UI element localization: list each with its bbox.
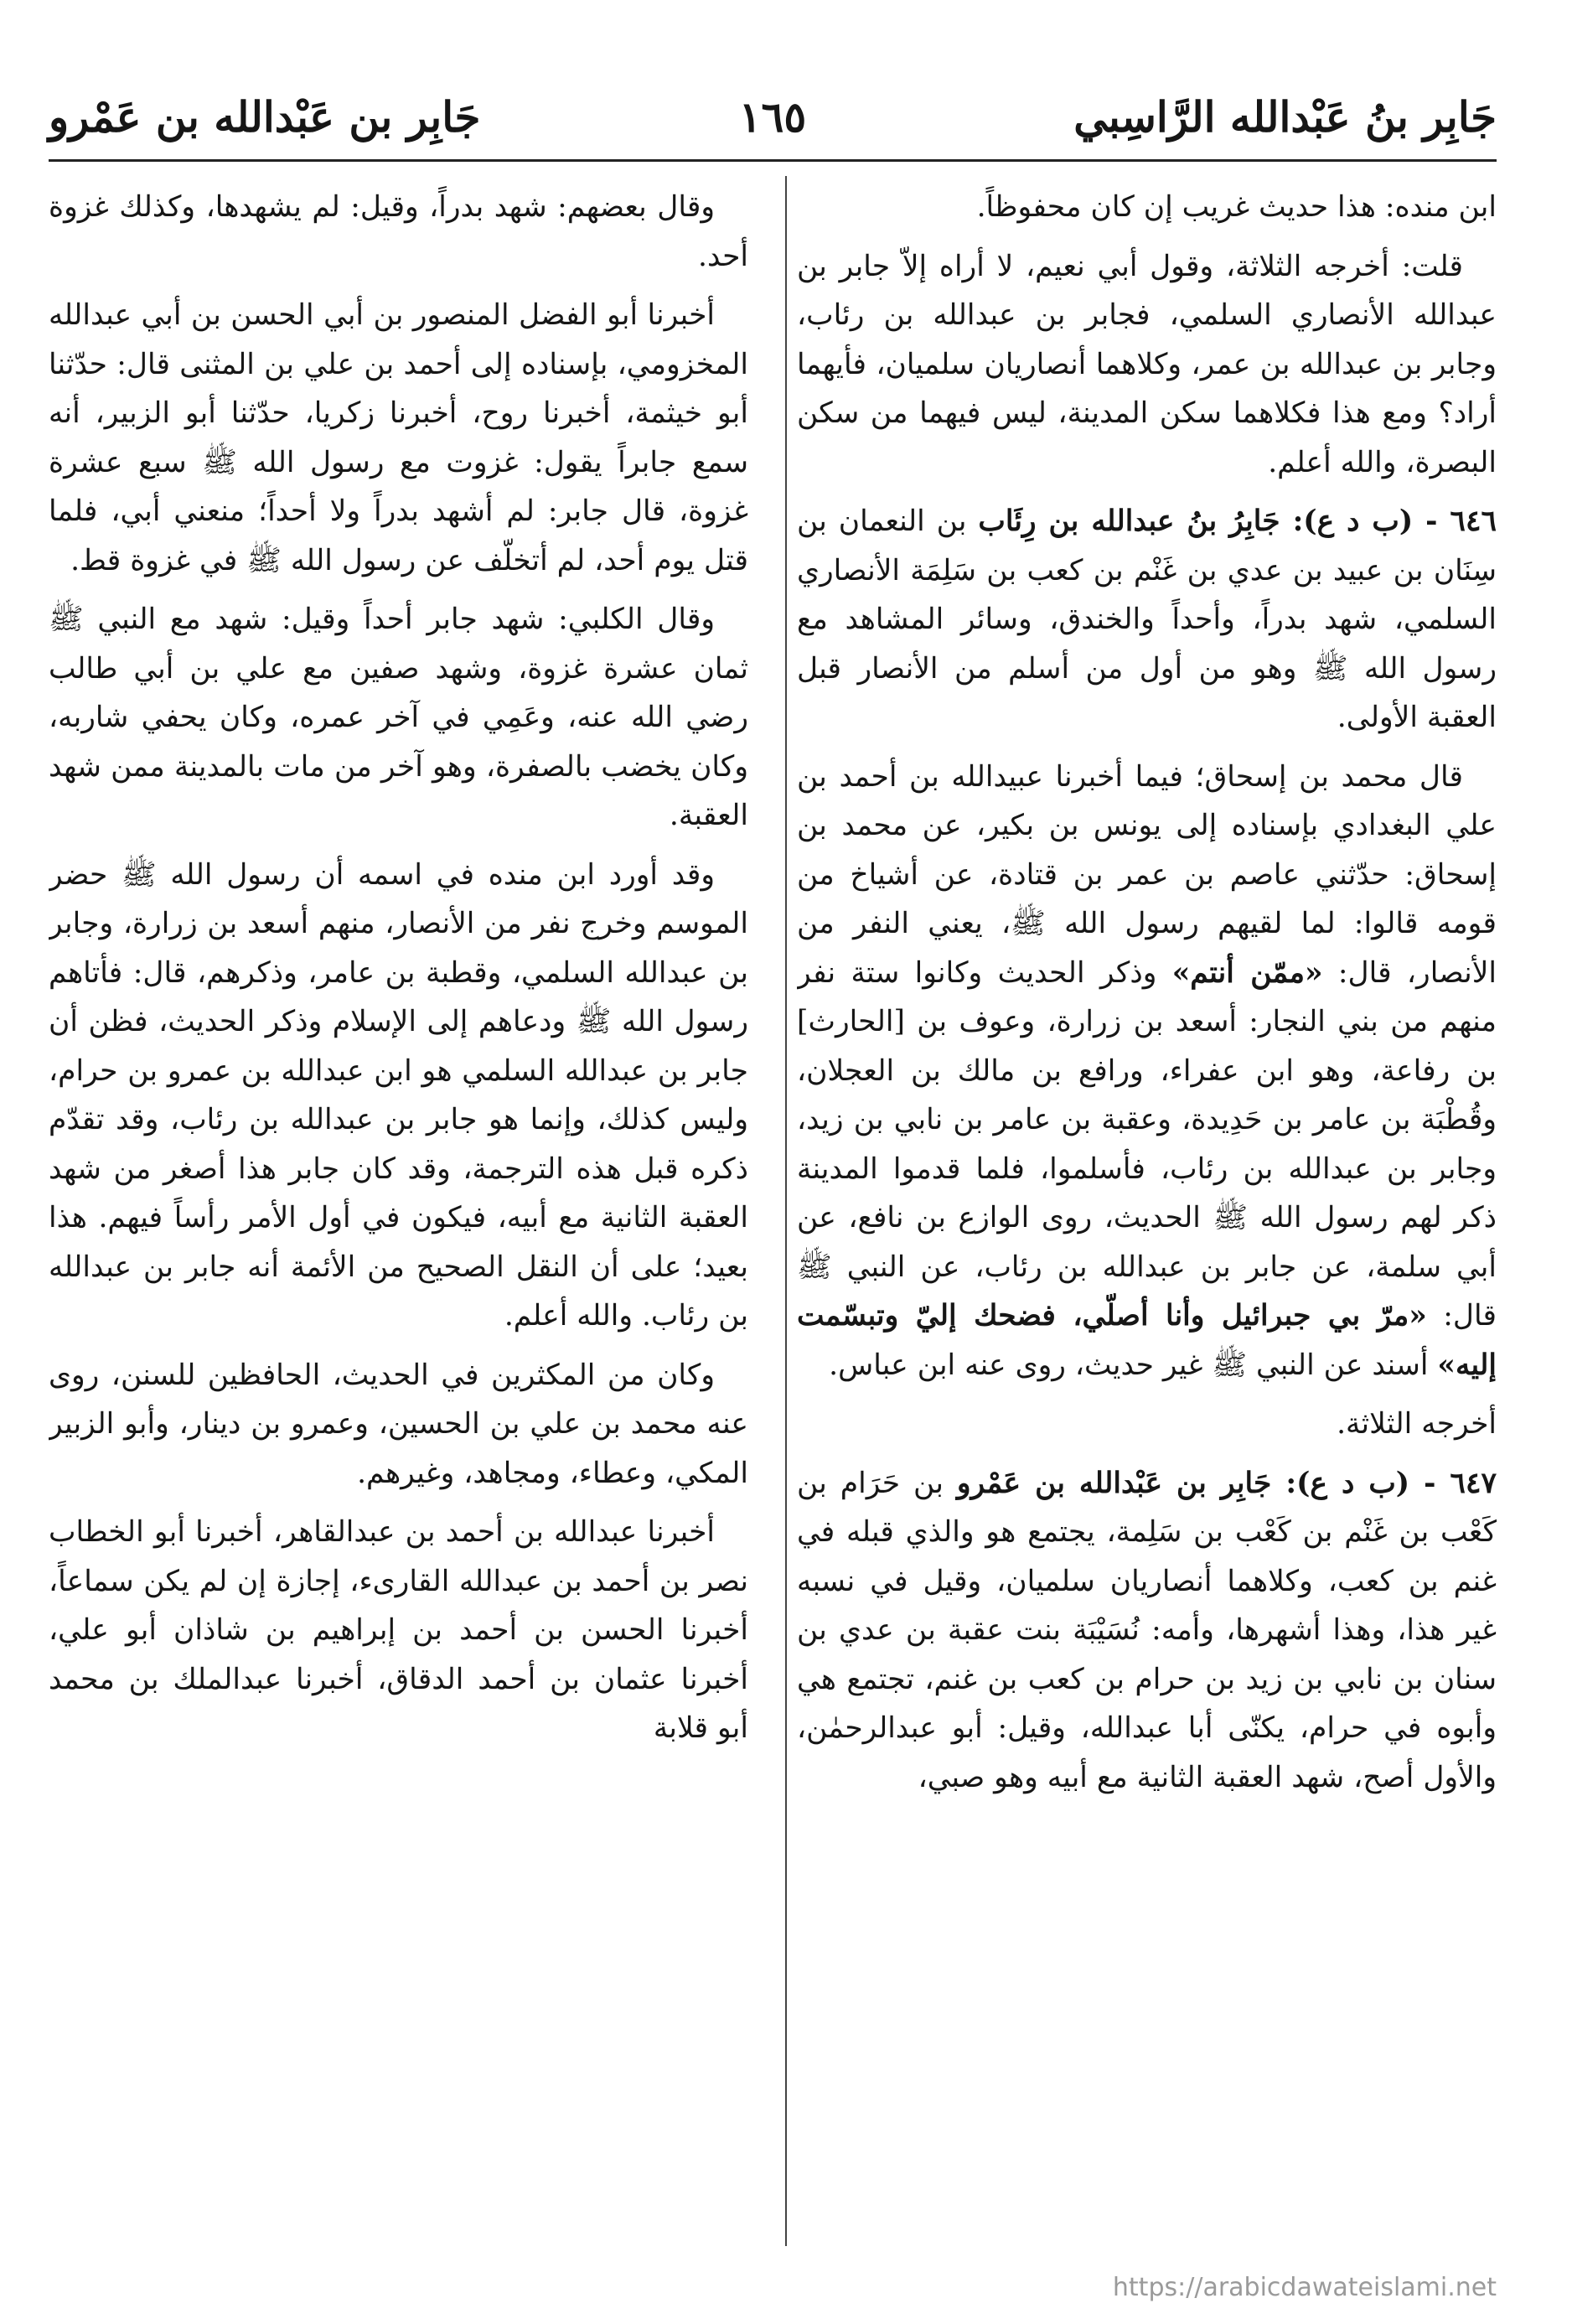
page-number: ١٦٥ (738, 92, 807, 142)
entry-647-text: بن حَرَام بن كَعْب بن غَنْم بن كَعْب بن سَلِمة، يجتمع هو والذي قبله في غنم بن كعب، وكلاهما أنصاريان سلميان، وقيل في نسبه غير هذا، وهذا أشهرها، وأمه: نُسَيْبَة بنت عقبة بن عدي بن سنان بن نابي بن زيد بن حرام بن كعب بن غنم، تجتمع هي وأبوه في حرام، يكنّى أبا عبدالله، وقيل: أبو عبدالرحمٰن، والأول أصح، شهد العقبة الثانية مع أبيه وهو صبي، (797, 1466, 1497, 1794)
paragraph: وقال الكلبي: شهد جابر أحداً وقيل: شهد مع النبي ﷺ ثمان عشرة غزوة، وشهد صفين مع علي بن أبي طالب رضي الله عنه، وعَمِي في آخر عمره، وكان يحفي شاربه، وكان يخضب بالصفرة، وهو آخر من مات بالمدينة ممن شهد العقبة. (49, 603, 748, 832)
paragraph: ابن منده: هذا حديث غريب إن كان محفوظاً. (976, 190, 1497, 224)
header-rule (49, 159, 1497, 162)
paragraph: وقد أورد ابن منده في اسمه أن رسول الله ﷺ حضر الموسم وخرج نفر من الأنصار، منهم أسعد بن زرارة، وجابر بن عبدالله السلمي، وقطبة بن عامر، وذكرهم، قال: فأتاهم رسول الله ﷺ ودعاهم إلى الإسلام وذكر الحديث، فظن أن جابر بن عبدالله السلمي هو ابن عبدالله بن عمرو بن حرام، وليس كذلك، وإنما هو جابر بن عبدالله بن رئاب، وقد تقدّم ذكره قبل هذه الترجمة، وقد كان جابر هذا أصغر من شهد العقبة الثانية مع أبيه، فيكون في أول الأمر رأساً فيهم. هذا بعيد؛ على أن النقل الصحيح من الأئمة أنه جابر بن عبدالله بن رئاب. والله أعلم. (49, 857, 748, 1333)
paragraph-text: قال محمد بن إسحاق؛ فيما أخبرنا عبيدالله بن أحمد بن علي البغدادي بإسناده إلى يونس بن بكير، عن محمد بن إسحاق: حدّثني عاصم بن عمر بن قتادة، عن أشياخ من قومه قالوا: لما لقيهم رسول الله ﷺ، يعني النفر من الأنصار، قال: (797, 759, 1497, 990)
entry-646-heading: ٦٤٦ - (ب د ع): جَابِرُ بنُ عبدالله بن رِئَاب (978, 505, 1497, 538)
entry-646 (797, 497, 1497, 743)
entry-647 (797, 1459, 1497, 1803)
paragraph: أخرجه الثلاثة. (1337, 1407, 1497, 1441)
entry-647-heading: ٦٤٧ - (ب د ع): جَابِر بن عَبْدالله بن عَمْرو (956, 1466, 1497, 1500)
hadith-quote: «ممّن أنتم» (1171, 955, 1323, 990)
paragraph-text: وذكر الحديث وكانوا ستة نفر منهم من بني النجار: أسعد بن زرارة، وعوف بن [الحارث] بن رفاعة، وهو ابن عفراء، ورافع بن مالك بن العجلان، وقُطْبَة بن عامر بن حَدِيدة، وعقبة بن عامر بن نابي بن زيد، وجابر بن عبدالله بن رئاب، فأسلموا، فلما قدموا المدينة ذكر لهم رسول الله ﷺ الحديث، روى الوازع بن نافع، عن أبي سلمة، عن جابر بن عبدالله بن رئاب، عن النبي ﷺ قال: (797, 955, 1497, 1333)
header-left-title: جَابِر بن عَبْدالله بن عَمْرو (49, 92, 481, 142)
paragraph: قلت: أخرجه الثلاثة، وقول أبي نعيم، لا أراه إلاّ جابر بن عبدالله الأنصاري السلمي، فجابر بن عبدالله بن رئاب، وجابر بن عبدالله بن عمر، وكلاهما أنصاريان سلميان، فأيهما أراد؟ ومع هذا فكلاهما سكن المدينة، ليس فيهما من سكن البصرة، والله أعلم. (797, 249, 1497, 479)
paragraph: وكان من المكثرين في الحديث، الحافظين للسنن، روى عنه محمد بن علي بن الحسين، وعمرو بن دينار، وأبو الزبير المكي، وعطاء، ومجاهد، وغيرهم. (49, 1358, 748, 1490)
watermark-url: https://arabicdawateislami.net (1112, 2273, 1497, 2302)
right-column (797, 183, 1497, 2253)
column-divider (785, 176, 787, 2246)
paragraph-text: أسند عن النبي ﷺ غير حديث، روى عنه ابن عباس. (829, 1348, 1429, 1382)
entry-646-text: بن النعمان بن سِنَان بن عبيد بن عدي بن غَنْم بن كعب بن سَلِمَة الأنصاري السلمي، شهد بدراً، وأحداً والخندق، وسائر المشاهد مع رسول الله ﷺ وهو من أول من أسلم من الأنصار قبل العقبة الأولى. (797, 505, 1497, 734)
paragraph: وقال بعضهم: شهد بدراً، وقيل: لم يشهدها، وكذلك غزوة أحد. (49, 190, 748, 273)
header-right-title: جَابِر بنُ عَبْدالله الرَّاسِبي (1073, 92, 1497, 142)
paragraph: أخبرنا عبدالله بن أحمد بن عبدالقاهر، أخبرنا أبو الخطاب نصر بن أحمد بن عبدالله القارىء، إجازة إن لم يكن سماعاً، أخبرنا الحسن بن أحمد بن إبراهيم بن شاذان أبو علي، أخبرنا عثمان بن أحمد الدقاق، أخبرنا عبدالملك بن محمد أبو قلابة (49, 1515, 748, 1745)
paragraph: أخبرنا أبو الفضل المنصور بن أبي الحسن بن أبي عبدالله المخزومي، بإسناده إلى أحمد بن علي بن المثنى قال: حدّثنا أبو خيثمة، أخبرنا روح، أخبرنا زكريا، حدّثنا أبو الزبير، أنه سمع جابراً يقول: غزوت مع رسول الله ﷺ سبع عشرة غزوة، قال جابر: لم أشهد بدراً ولا أحداً؛ منعني أبي، فلما قتل يوم أحد، لم أتخلّف عن رسول الله ﷺ في غزوة قط. (49, 298, 748, 577)
left-column (49, 183, 748, 2253)
paragraph (797, 753, 1497, 1390)
running-header (49, 80, 1497, 154)
hadith-quote: «مرّ بي جبرائيل وأنا أصلّي، فضحك إليّ وتبسّمت إليه» (797, 1299, 1497, 1382)
